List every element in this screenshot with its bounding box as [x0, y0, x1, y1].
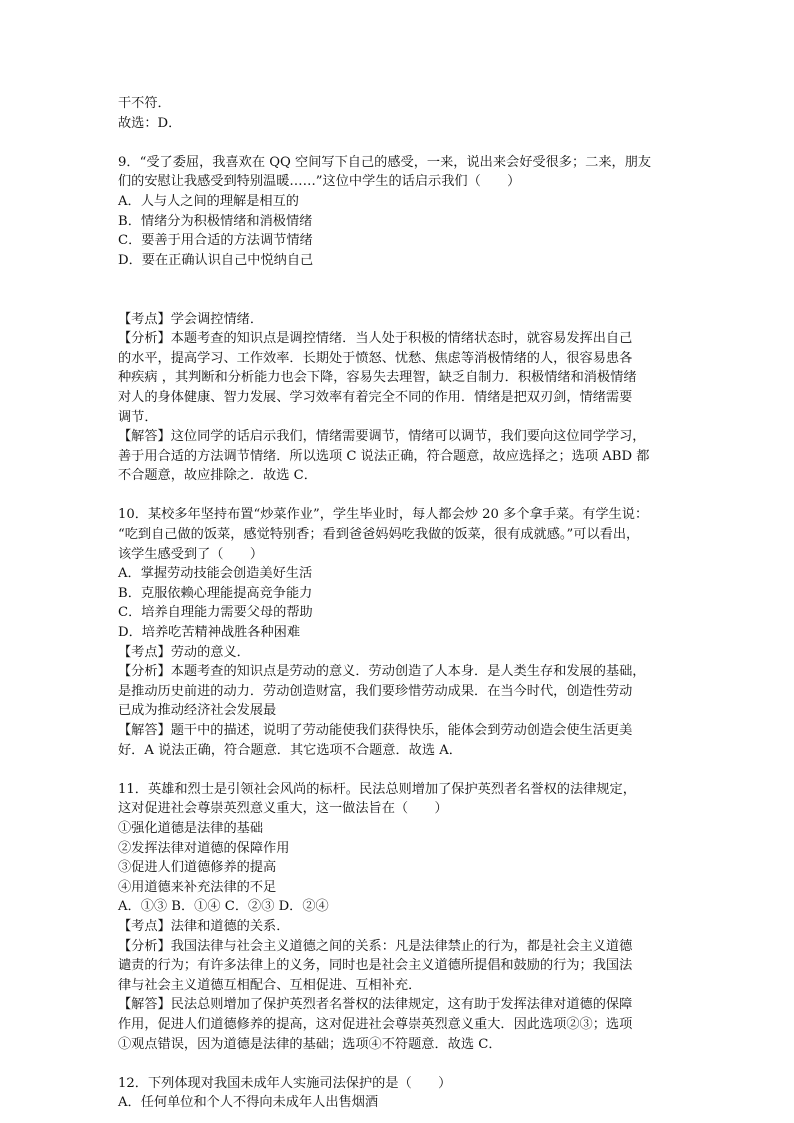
knowledge-point: 【考点】法律和道德的关系．	[118, 918, 290, 934]
option-b: B．克服依赖心理能提高竞争能力	[118, 585, 313, 601]
question-stem-line: 12．下列体现对我国未成年人实施司法保护的是（ ）	[118, 1075, 452, 1091]
question-stem-line: “吃到自己做的饭菜，感觉特别香；看到爸爸妈妈吃我做的饭菜，很有成就感。”可以看出，	[118, 527, 640, 543]
analysis-line: 谴责的行为；有许多法律上的义务，同时也是社会主义道德所提倡和鼓励的行为；我国法	[118, 958, 633, 974]
question-stem-line: 10．某校多年坚持布置“炒菜作业”，学生毕业时，每人都会炒 20 多个拿手菜。有学生说：	[118, 507, 649, 523]
question-10	[118, 505, 698, 760]
option-c: C．要善于用合适的方法调节情绪	[118, 233, 313, 249]
analysis-line: 调节．	[118, 409, 158, 425]
statement-3: ③促进人们道德修养的提高	[118, 860, 277, 876]
knowledge-point: 【考点】劳动的意义．	[118, 644, 250, 660]
answer-line: 故选：D．	[118, 115, 182, 131]
question-12	[118, 1074, 698, 1113]
option-a: A．任何单位和个人不得向未成年人出售烟酒	[118, 1095, 379, 1111]
analysis-line: 是推动历史前进的动力．劳动创造财富，我们要珍惜劳动成果．在当今时代，创造性劳动	[118, 683, 633, 699]
analysis-line: 已成为推动经济社会发展最	[118, 703, 277, 719]
option-c: C．培养自理能力需要父母的帮助	[118, 605, 313, 621]
analysis-line: 【分析】我国法律与社会主义道德之间的关系：凡是法律禁止的行为，都是社会主义道德	[118, 938, 633, 954]
knowledge-point: 【考点】学会调控情绪．	[118, 311, 264, 327]
question-stem-line: 该学生感受到了（ ）	[118, 546, 264, 562]
analysis-line: 【分析】本题考查的知识点是调控情绪．当人处于积极的情绪状态时，就容易发挥出自己	[118, 331, 633, 347]
solution-line: 善于用合适的方法调节情绪．所以选项 C 说法正确，符合题意，故应选择之；选项 ABD 都	[118, 448, 650, 464]
analysis-line: 的水平，提高学习、工作效率．长期处于愤怒、忧愁、焦虑等消极情绪的人，很容易患各	[118, 350, 633, 366]
option-b: B．情绪分为积极情绪和消极情绪	[118, 213, 313, 229]
solution-line: 【解答】民法总则增加了保护英烈者名誉权的法律规定，这有助于发挥法律对道德的保障	[118, 997, 633, 1013]
solution-line: 作用，促进人们道德修养的提高，这对促进社会尊崇英烈意义重大．因此选项②③；选项	[118, 1016, 633, 1032]
question-stem-line: 这对促进社会尊崇英烈意义重大，这一做法旨在（ ）	[118, 801, 448, 817]
page-content	[118, 94, 698, 1113]
option-a: A．人与人之间的理解是相互的	[118, 193, 299, 209]
question-stem-line: 们的安慰让我感受到特别温暖……”这位中学生的话启示我们（ ）	[118, 174, 521, 190]
statement-2: ②发挥法律对道德的保障作用	[118, 840, 290, 856]
option-d: D．培养吃苦精神战胜各种困难	[118, 625, 301, 641]
analysis-line: 对人的身体健康、智力发展、学习效率有着完全不同的作用．情绪是把双刃剑，情绪需要	[118, 389, 633, 405]
solution-line: 好．A 说法正确，符合题意．其它选项不合题意．故选 A．	[118, 742, 462, 758]
question-stem-line: 11．英雄和烈士是引领社会风尚的标杆。民法总则增加了保护英烈者名誉权的法律规定，	[118, 781, 636, 797]
solution-line: 【解答】题干中的描述，说明了劳动能使我们获得快乐，能体会到劳动创造会使生活更美	[118, 723, 633, 738]
analysis-line: 【分析】本题考查的知识点是劳动的意义．劳动创造了人本身．是人类生存和发展的基础，	[118, 664, 646, 680]
solution-line: 【解答】这位同学的话启示我们，情绪需要调节，情绪可以调节，我们要向这位同学学习，	[118, 429, 646, 445]
option-a: A．掌握劳动技能会创造美好生活	[118, 566, 313, 582]
solution-line: ①观点错误，因为道德是法律的基础；选项④不符题意．故选 C．	[118, 1036, 502, 1052]
statement-1: ①强化道德是法律的基础	[118, 820, 264, 836]
analysis-line: 律与社会主义道德互相配合、互相促进、互相补充．	[118, 977, 422, 993]
q8-answer-tail	[118, 94, 698, 133]
text-line: 干不符．	[118, 96, 171, 111]
question-11	[118, 780, 698, 1054]
question-9	[118, 153, 698, 486]
option-d: D．要在正确认识自己中悦纳自己	[118, 252, 314, 268]
options-line: A．①③ B．①④ C．②③ D．②④	[118, 899, 329, 915]
solution-line: 不合题意，故应排除之．故选 C．	[118, 468, 317, 484]
question-stem-line: 9．“受了委屈，我喜欢在 QQ 空间写下自己的感受，一来，说出来会好受很多；二来，朋友	[118, 154, 652, 170]
statement-4: ④用道德来补充法律的不足	[118, 879, 277, 895]
analysis-line: 种疾病 ，其判断和分析能力也会下降，容易失去理智，缺乏自制力．积极情绪和消极情绪	[118, 370, 637, 386]
